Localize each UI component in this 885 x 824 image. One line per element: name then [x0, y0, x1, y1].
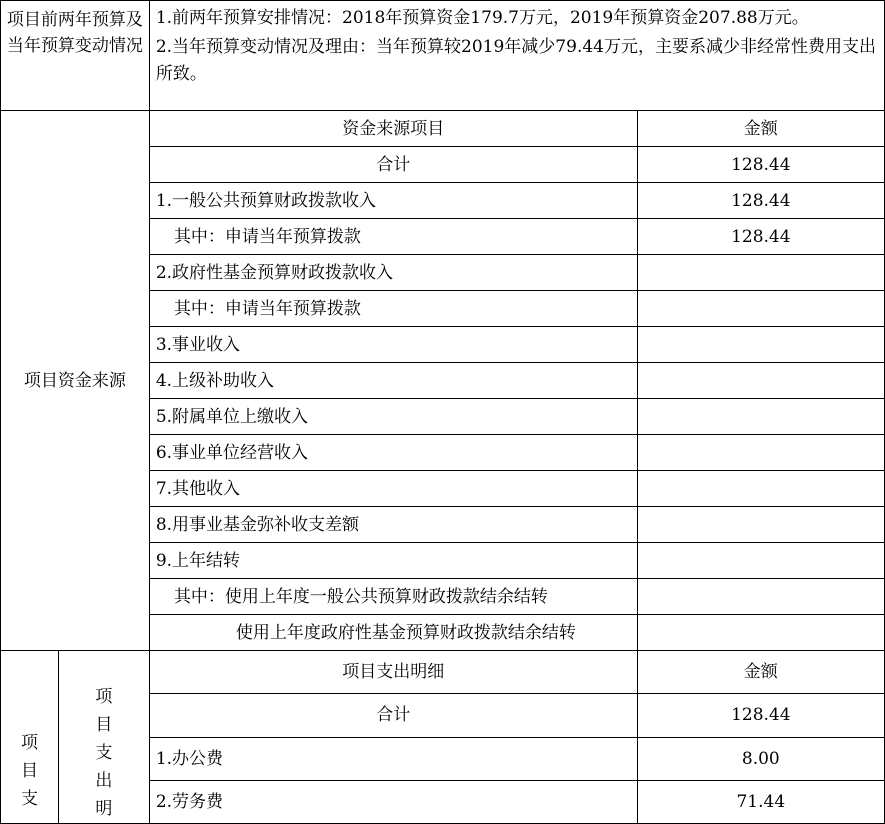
- funding-row-item: 其中：申请当年预算拨款: [149, 291, 637, 327]
- funding-row-amount: [637, 579, 884, 615]
- section1-line1: 1.前两年预算安排情况：2018年预算资金179.7万元，2019年预算资金207.88万元。: [155, 8, 809, 28]
- funding-row-amount: [637, 327, 884, 363]
- section1-description: [149, 1, 884, 111]
- funding-row-item: 1.一般公共预算财政拨款收入: [149, 183, 637, 219]
- funding-row-amount: [637, 507, 884, 543]
- funding-row-item: 3.事业收入: [149, 327, 637, 363]
- funding-row-amount: 128.44: [637, 183, 884, 219]
- expense-row-item: 1.办公费: [149, 737, 637, 780]
- funding-row-amount: [637, 471, 884, 507]
- funding-row-item: 7.其他收入: [149, 471, 637, 507]
- section3-inner-label-text: 项目支出明: [95, 687, 113, 819]
- funding-row-amount: [637, 399, 884, 435]
- funding-row-amount: [637, 291, 884, 327]
- funding-row-amount: [637, 255, 884, 291]
- expense-row-item: 合计: [149, 694, 637, 737]
- funding-row-item: 8.用事业基金弥补收支差额: [149, 507, 637, 543]
- funding-row-amount: [637, 543, 884, 579]
- funding-row-item: 使用上年度政府性基金预算财政拨款结余结转: [149, 615, 637, 651]
- section3-outer-label: [1, 651, 59, 824]
- funding-row-amount: [637, 363, 884, 399]
- funding-header-amount: 金额: [637, 111, 884, 147]
- funding-row-item: 5.附属单位上缴收入: [149, 399, 637, 435]
- funding-header-item: 资金来源项目: [149, 111, 637, 147]
- funding-row-item: 6.事业单位经营收入: [149, 435, 637, 471]
- funding-row-item: 4.上级补助收入: [149, 363, 637, 399]
- funding-row-amount: 128.44: [637, 147, 884, 183]
- expense-header-item: 项目支出明细: [149, 651, 637, 694]
- section1-label: 项目前两年预算及当年预算变动情况: [1, 1, 150, 111]
- expense-header-amount: 金额: [637, 651, 884, 694]
- funding-row-item: 其中：使用上年度一般公共预算财政拨款结余结转: [149, 579, 637, 615]
- funding-row-item: 其中：申请当年预算拨款: [149, 219, 637, 255]
- section1-line2: 2.当年预算变动情况及理由：当年预算较2019年减少79.44万元，主要系减少非经常性费用支出所致。: [155, 37, 876, 84]
- funding-row-item: 2.政府性基金预算财政拨款收入: [149, 255, 637, 291]
- section2-label: 项目资金来源: [1, 111, 150, 651]
- funding-row-amount: 128.44: [637, 219, 884, 255]
- section3-inner-label: [58, 651, 149, 824]
- section3-outer-label-text: 项目支: [20, 733, 38, 809]
- expense-row-amount: 8.00: [637, 737, 884, 780]
- expense-row-item: 2.劳务费: [149, 780, 637, 823]
- funding-row-amount: [637, 435, 884, 471]
- funding-row-item: 9.上年结转: [149, 543, 637, 579]
- funding-row-amount: [637, 615, 884, 651]
- expense-row-amount: 71.44: [637, 780, 884, 823]
- expense-row-amount: 128.44: [637, 694, 884, 737]
- funding-row-item: 合计: [149, 147, 637, 183]
